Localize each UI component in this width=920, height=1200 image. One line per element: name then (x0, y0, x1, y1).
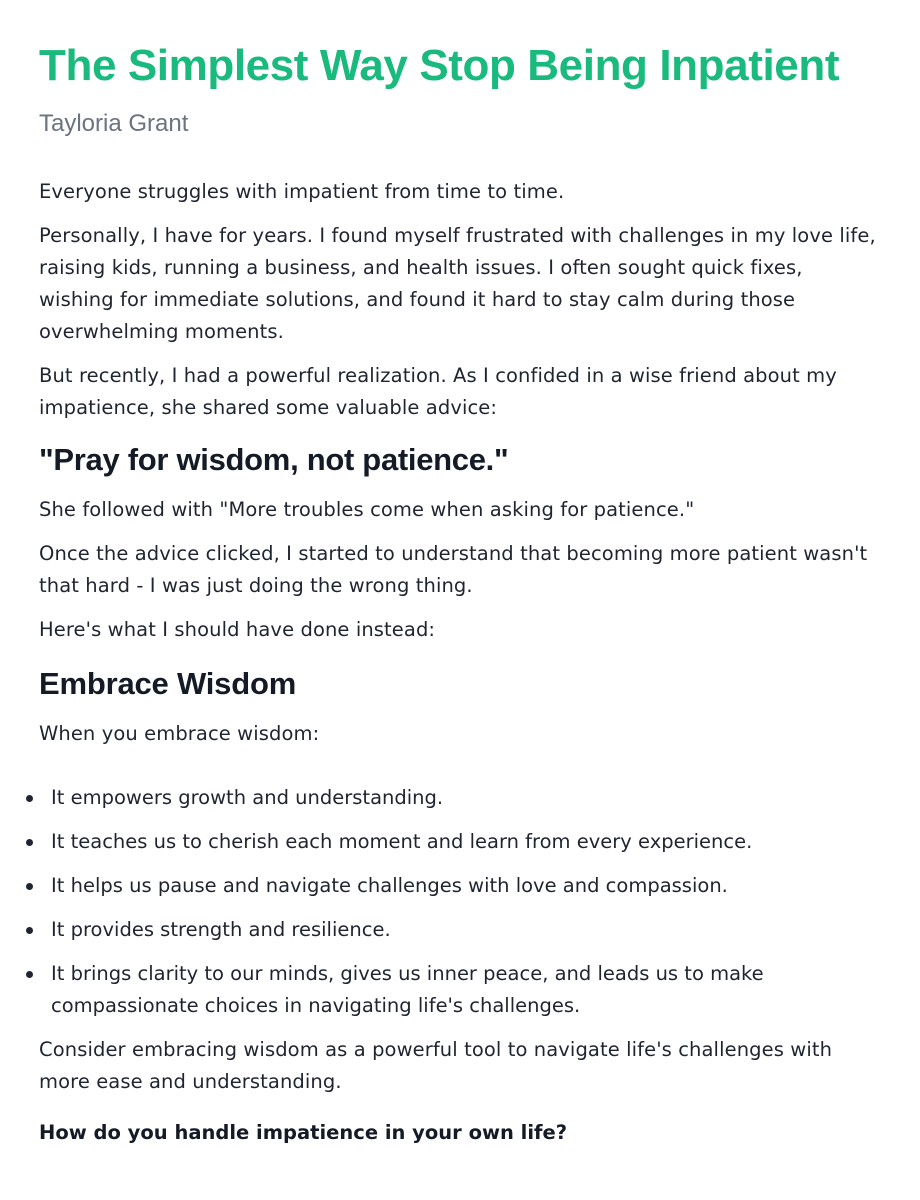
section-heading: Embrace Wisdom (39, 666, 297, 701)
body-paragraph: Once the advice clicked, I started to understand that becoming more patient wasn't that hard - I was just doing the wrong thing. (39, 542, 868, 597)
bullet-icon (26, 839, 33, 846)
article-title: The Simplest Way Stop Being Inpatient (39, 41, 840, 90)
list-item (39, 826, 880, 858)
list-item-text: It brings clarity to our minds, gives us inner peace, and leads us to make compassionate choices in navigating life's challenges. (51, 962, 764, 1017)
body-paragraph: Here's what I should have done instead: (39, 618, 436, 641)
quote-heading: "Pray for wisdom, not patience." (39, 442, 509, 477)
article-body (39, 176, 880, 1148)
list-item-text: It empowers growth and understanding. (51, 786, 444, 809)
list-item (39, 782, 880, 814)
intro-paragraph: Personally, I have for years. I found myself frustrated with challenges in my love life, raising kids, running a business, and health issues. I often sought quick fixes, wishing for immediate solutions, and found it hard to stay calm during those overwhelming moments. (39, 224, 876, 343)
list-item (39, 958, 880, 1022)
author-name: Tayloria Grant (39, 110, 189, 137)
list-item-text: It provides strength and resilience. (51, 918, 391, 941)
list-item (39, 870, 880, 902)
closing-paragraph: Consider embracing wisdom as a powerful tool to navigate life's challenges with more ease and understanding. (39, 1038, 833, 1093)
list-item (39, 914, 880, 946)
list-item-text: It teaches us to cherish each moment and learn from every experience. (51, 830, 753, 853)
section-intro: When you embrace wisdom: (39, 722, 320, 745)
body-paragraph: She followed with "More troubles come when asking for patience." (39, 498, 695, 521)
bullet-icon (26, 795, 33, 802)
intro-paragraph: But recently, I had a powerful realization. As I confided in a wise friend about my impatience, she shared some valuable advice: (39, 364, 837, 419)
bullet-icon (26, 971, 33, 978)
benefits-list (39, 782, 880, 1022)
intro-paragraph: Everyone struggles with impatient from time to time. (39, 180, 565, 203)
list-item-text: It helps us pause and navigate challenges with love and compassion. (51, 874, 728, 897)
bullet-icon (26, 883, 33, 890)
bullet-icon (26, 927, 33, 934)
closing-question: How do you handle impatience in your own life? (39, 1121, 568, 1144)
